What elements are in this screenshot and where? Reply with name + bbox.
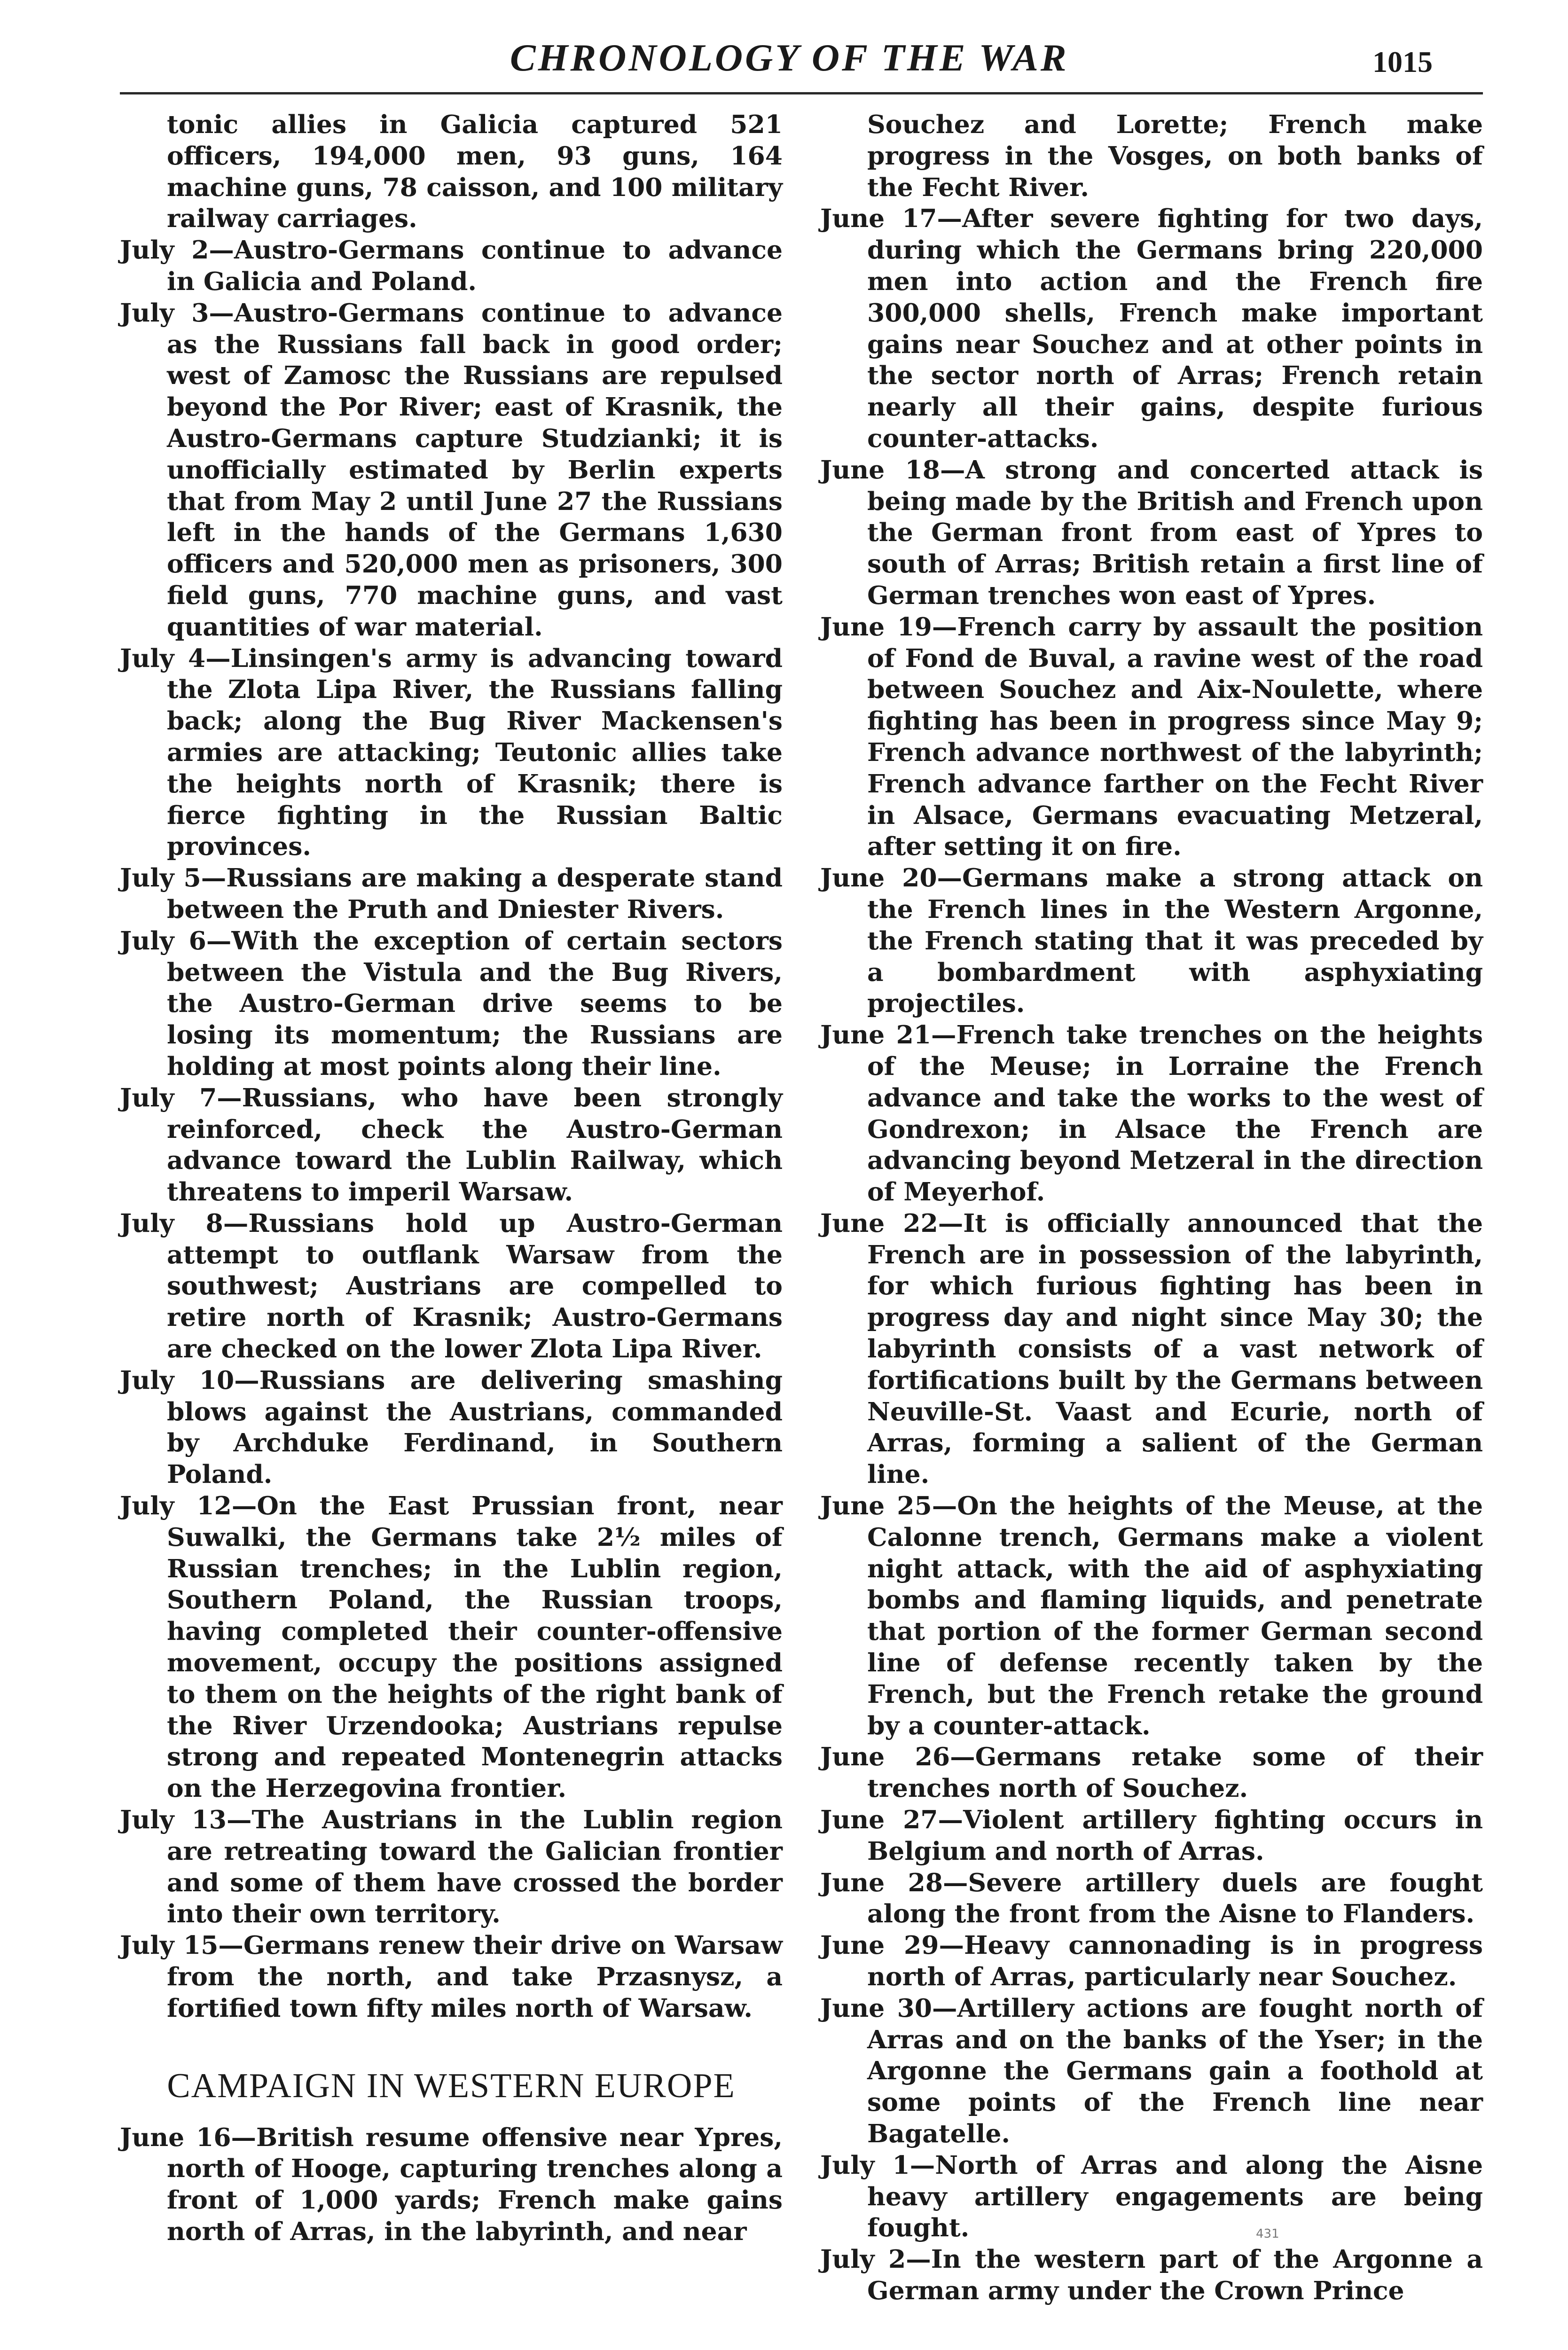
chronology-entry: July 7—Russians, who have been strongly reinforced, check the Austro-German advance toward the Lublin Railway, which threatens to imperil Warsaw. [120, 1082, 783, 1207]
chronology-entry: July 2—Austro-Germans continue to advance in Galicia and Poland. [120, 235, 783, 296]
chronology-entry: June 17—After severe fighting for two days, during which the Germans bring 220,000 men into action and the French fire 300,000 shells, French make important gains near Souchez and at other points in the sector north of Arras; French retain nearly all their gains, despite furious counter-attacks. [820, 204, 1483, 453]
folio-mark: 431 [1256, 2227, 1279, 2241]
right-column [820, 109, 1483, 2307]
chronology-entry: July 10—Russians are delivering smashing blows against the Austrians, commanded by Archduke Ferdinand, in Southern Poland. [120, 1365, 783, 1489]
chronology-entry: July 6—With the exception of certain sectors between the Vistula and the Bug Rivers, the Austro-German drive seems to be losing its momentum; the Russians are holding at most points along their line. [120, 925, 783, 1081]
running-title: CHRONOLOGY OF THE WAR [510, 36, 1069, 79]
chronology-entry: June 18—A strong and concerted attack is being made by the British and French upon the German front from east of Ypres to south of Arras; British retain a first line of German trenches won east of Ypres. [820, 454, 1483, 610]
chronology-entry: June 21—French take trenches on the heights of the Meuse; in Lorraine the French advance and take the works to the west of Gondrexon; in Alsace the French are advancing beyond Metzeral in the direction of Meyerhof. [820, 1020, 1483, 1207]
chronology-entry: July 2—In the western part of the Argonne a German army under the Crown Prince [820, 2244, 1483, 2305]
chronology-entry: July 5—Russians are making a desperate stand between the Pruth and Dniester Rivers. [120, 863, 783, 924]
continuation-text: Souchez and Lorette; French make progress in the Vosges, on both banks of the Fecht River. [867, 110, 1483, 202]
section-heading: CAMPAIGN IN WESTERN EUROPE [167, 2066, 736, 2105]
chronology-entry: July 3—Austro-Germans continue to advance as the Russians fall back in good order; west of Zamosc the Russians are repulsed beyond the Por River; east of Krasnik, the Austro-Germans capture Studzianki; it is unofficially estimated by Berlin experts that from May 2 until June 27 the Russians left in the hands of the Germans 1,630 officers and 520,000 men as prisoners, 300 field guns, 770 machine guns, and vast quantities of war material. [120, 298, 783, 642]
chronology-entry: July 8—Russians hold up Austro-German attempt to outflank Warsaw from the southwest; Austrians are compelled to retire north of Krasnik; Austro-Germans are checked on the lower Zlota Lipa River. [120, 1208, 783, 1364]
chronology-entry: June 27—Violent artillery fighting occurs in Belgium and north of Arras. [820, 1805, 1483, 1866]
chronology-entry: June 29—Heavy cannonading is in progress north of Arras, particularly near Souchez. [820, 1930, 1483, 1992]
chronology-entry: July 15—Germans renew their drive on Warsaw from the north, and take Przasnysz, a fortified town fifty miles north of Warsaw. [120, 1930, 783, 2023]
chronology-entry: July 1—North of Arras and along the Aisne heavy artillery engagements are being fought. [820, 2150, 1483, 2243]
chronology-entry: June 20—Germans make a strong attack on the French lines in the Western Argonne, the French stating that it was preceded by a bombardment with asphyxiating projectiles. [820, 863, 1483, 1018]
chronology-entry: June 16—British resume offensive near Ypres, north of Hooge, capturing trenches along a front of 1,000 yards; French make gains north of Arras, in the labyrinth, and near [120, 2122, 783, 2246]
left-column [120, 109, 783, 2248]
chronology-entry: July 12—On the East Prussian front, near Suwalki, the Germans take 2½ miles of Russian trenches; in the Lublin region, Southern Poland, the Russian troops, having completed their counter-offensive movement, occupy the positions assigned to them on the heights of the right bank of the River Urzendooka; Austrians repulse strong and repeated Montenegrin attacks on the Herzegovina frontier. [120, 1491, 783, 1803]
page-header [0, 0, 1568, 89]
chronology-entry: June 19—French carry by assault the position of Fond de Buval, a ravine west of the road between Souchez and Aix-Noulette, where fighting has been in progress since May 9; French advance northwest of the labyrinth; French advance farther on the Fecht River in Alsace, Germans evacuating Metzeral, after setting it on fire. [820, 611, 1483, 862]
chronology-entry: June 28—Severe artillery duels are fought along the front from the Aisne to Flanders. [820, 1867, 1483, 1929]
chronology-entry: July 4—Linsingen's army is advancing toward the Zlota Lipa River, the Russians falling back; along the Bug River Mackensen's armies are attacking; Teutonic allies take the heights north of Krasnik; there is fierce fighting in the Russian Baltic provinces. [120, 643, 783, 862]
chronology-entry: June 26—Germans retake some of their trenches north of Souchez. [820, 1742, 1483, 1803]
page-number: 1015 [1372, 45, 1433, 78]
continuation-text: tonic allies in Galicia captured 521 officers, 194,000 men, 93 guns, 164 machine guns, 78 caisson, and 100 military railway carriages. [167, 110, 783, 234]
chronology-entry: June 25—On the heights of the Meuse, at the Calonne trench, Germans make a violent night attack, with the aid of asphyxiating bombs and flaming liquids, and penetrate that portion of the former German second line of defense recently taken by the French, but the French retake the ground by a counter-attack. [820, 1491, 1483, 1740]
chronology-entry: June 30—Artillery actions are fought north of Arras and on the banks of the Yser; in the Argonne the Germans gain a foothold at some points of the French line near Bagatelle. [820, 1993, 1483, 2148]
header-rule [120, 92, 1483, 94]
chronology-entry: June 22—It is officially announced that the French are in possession of the labyrinth, for which furious fighting has been in progress day and night since May 30; the labyrinth consists of a vast network of fortifications built by the Germans between Neuville-St. Vaast and Ecurie, north of Arras, forming a salient of the German line. [820, 1208, 1483, 1489]
chronology-entry: July 13—The Austrians in the Lublin region are retreating toward the Galician frontier and some of them have crossed the border into their own territory. [120, 1805, 783, 1929]
